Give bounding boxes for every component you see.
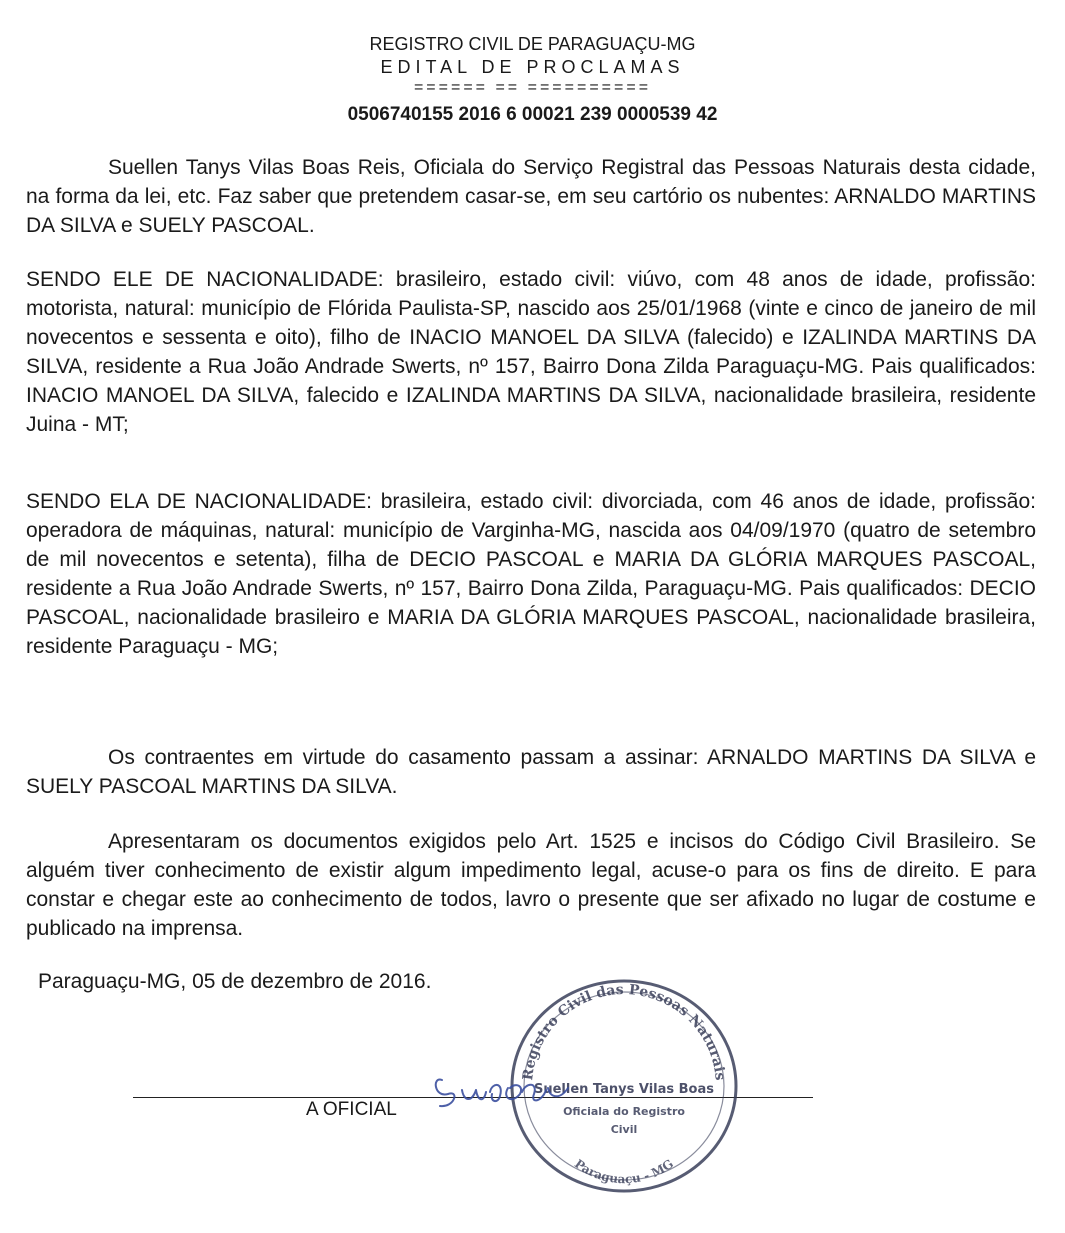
bride-paragraph: SENDO ELA DE NACIONALIDADE: brasileira, estado civil: divorciada, com 46 anos de idade, profissão: operadora de máquinas, natural: município de Varginha-MG, nascida aos 04/09/1970 (quatro de setembro de mil novecentos e setenta), filha de DECIO PASCOAL e MARIA DA GLÓRIA MARQUES PASCOAL, residente a Rua João Andrade Swerts, nº 157, Bairro Dona Zilda, Paraguaçu-MG. Pais qualificados: DECIO PASCOAL, nacionalidade brasileiro e MARIA DA GLÓRIA MARQUES PASCOAL, nacionalidade brasileira, residente Paraguaçu - MG; — [26, 490, 1036, 658]
registry-number: 0506740155 2016 6 00021 239 0000539 42 — [347, 104, 718, 125]
svg-text:Oficiala do Registro: Oficiala do Registro — [563, 1105, 685, 1118]
svg-text:Civil: Civil — [610, 1123, 638, 1136]
documents-paragraph: Apresentaram os documentos exigidos pelo Art. 1525 e incisos do Código Civil Brasileiro. Se alguém tiver conhecimento de existir algum impedimento legal, acuse-o para os fins de direito. E para constar e chegar este ao conhecimento de todos, lavro o presente que ser afixado no lugar de costume e publicado na imprensa. — [26, 830, 1036, 940]
svg-text:Registro Civil das Pessoas Nat: Registro Civil das Pessoas Naturais — [520, 981, 728, 1082]
svg-text:Paraguaçu - MG: Paraguaçu - MG — [571, 1156, 677, 1187]
svg-text:Suellen Tanys Vilas Boas: Suellen Tanys Vilas Boas — [533, 1082, 715, 1097]
intro-paragraph: Suellen Tanys Vilas Boas Reis, Oficiala do Serviço Registral das Pessoas Naturais desta cidade, na forma da lei, etc. Faz saber que pretendem casar-se, em seu cartório os nubentes: ARNALDO MARTINS DA SILVA e SUELY PASCOAL. — [26, 156, 1036, 237]
names-paragraph: Os contraentes em virtude do casamento passam a assinar: ARNALDO MARTINS DA SILVA e SUELY PASCOAL MARTINS DA SILVA. — [26, 746, 1036, 798]
signature-label: A OFICIAL — [306, 1099, 397, 1120]
registry-title: REGISTRO CIVIL DE PARAGUAÇU-MG — [369, 34, 696, 54]
subtitle-underline: ====== == ========== — [413, 79, 652, 96]
edital-subtitle: EDITAL DE PROCLAMAS — [380, 57, 685, 77]
groom-paragraph: SENDO ELE DE NACIONALIDADE: brasileiro, estado civil: viúvo, com 48 anos de idade, profissão: motorista, natural: município de Flórida Paulista-SP, nascido aos 25/01/1968 (vinte e cinco de janeiro de mil novecentos e sessenta e oito), filho de INACIO MANOEL DA SILVA (falecido) e IZALINDA MARTINS DA SILVA, residente a Rua João Andrade Swerts, nº 157, Bairro Dona Zilda Paraguaçu-MG. Pais qualificados: INACIO MANOEL DA SILVA, falecido e IZALINDA MARTINS DA SILVA, nacionalidade brasileira, residente Juina - MT; — [26, 268, 1036, 436]
handwritten-signature — [430, 1058, 580, 1118]
place-date: Paraguaçu-MG, 05 de dezembro de 2016. — [38, 970, 432, 993]
